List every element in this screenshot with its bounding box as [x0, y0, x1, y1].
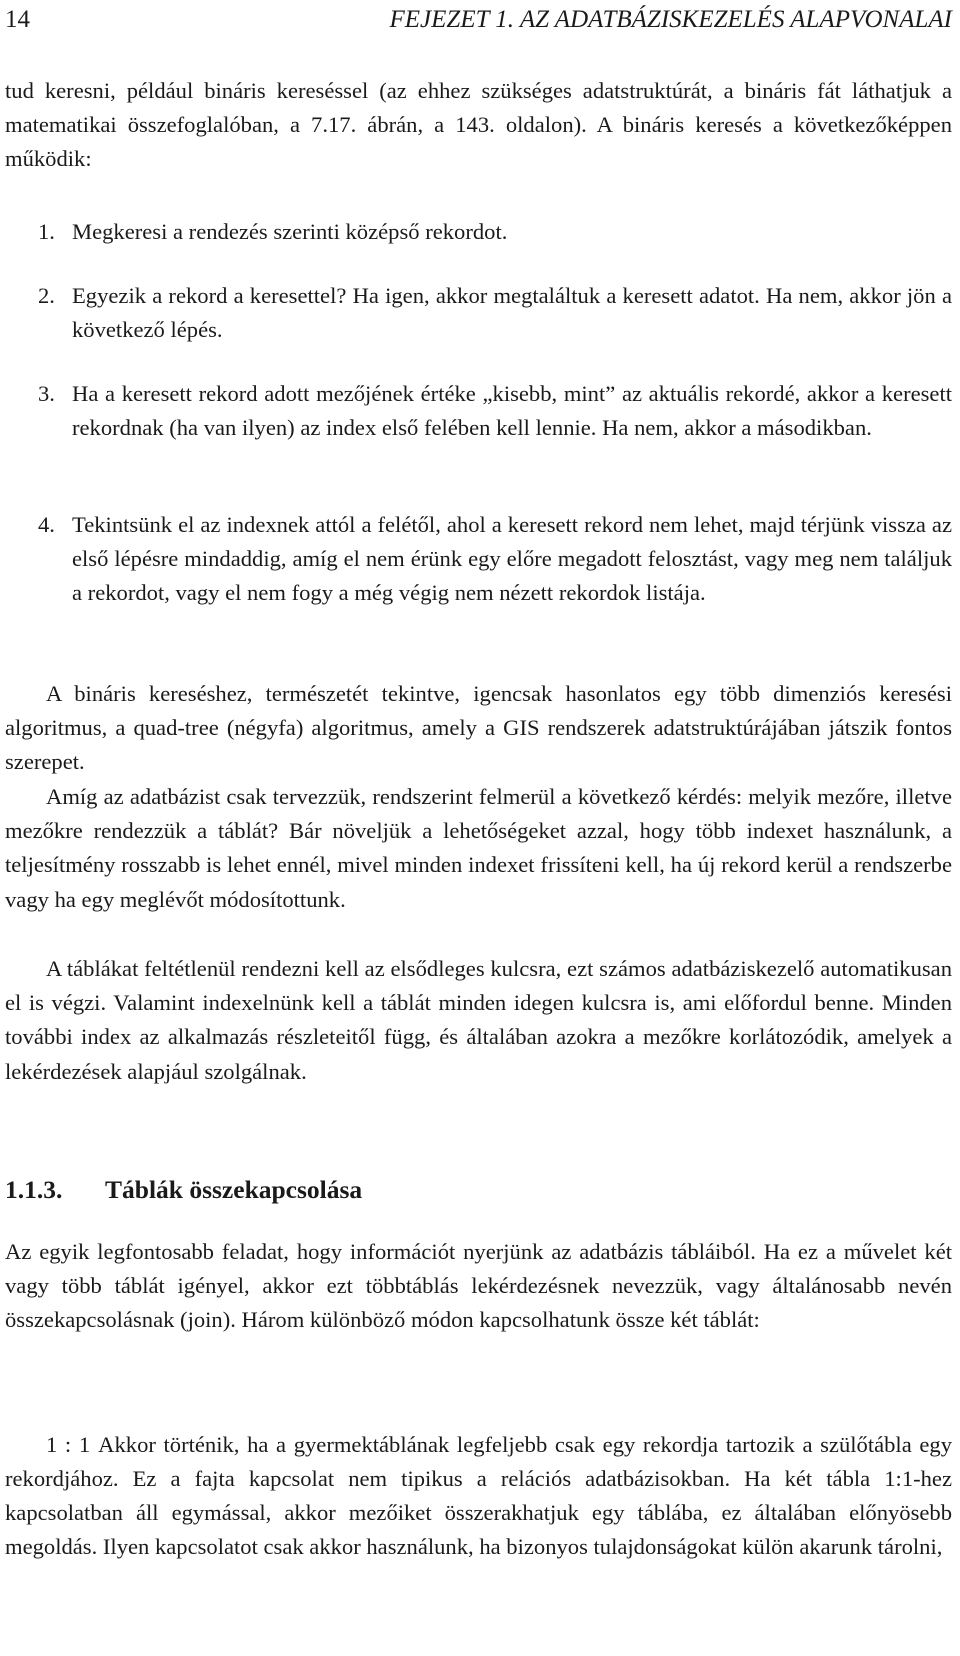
definition-text: Akkor történik, ha a gyermektáblának legfeljebb csak egy rekordja tartozik a szülőtábla egy rekordjához. Ez a fajta kapcsolat nem tipikus a relációs adatbázisokban. Ha két tábla 1:1-hez kapcsolatban áll egymással, akkor mezőiket összerakhatjuk egy táblába, ez általában előnyösebb megoldás. Ilyen kapcsolatot csak akkor használunk, ha bizonyos tulajdonságokat külön akarunk tárolni, [5, 1431, 952, 1560]
definition-term: 1 : 1 [46, 1431, 91, 1457]
list-item [5, 508, 952, 611]
list-item [5, 215, 952, 249]
list-item-marker: 2. [38, 283, 55, 308]
list-item-text: Ha a keresett rekord adott mezőjének értéke „kisebb, mint” az aktuális rekordé, akkor a keresett rekordnak (ha van ilyen) az index első felében kell lennie. Ha nem, akkor a másodikban. [72, 381, 952, 441]
definition-entry [5, 1428, 952, 1565]
body-paragraph: Amíg az adatbázist csak tervezzük, rendszerint felmerül a következő kérdés: melyik mezőre, illetve mezőkre rendezzük a táblát? Bár növeljük a lehetőségeket azzal, hogy több indexet használunk, a teljesítmény rosszabb is lehet ennél, mivel minden indexet frissíteni kell, ha új rekord kerül a rendszerbe vagy ha egy meglévőt módosítottunk. [5, 784, 952, 912]
page-number: 14 [5, 6, 30, 33]
list-item-marker: 4. [38, 512, 55, 537]
list-item [5, 279, 952, 347]
list-item-marker: 1. [38, 219, 55, 244]
section-title: Táblák összekapcsolása [105, 1175, 363, 1204]
section-paragraph: Az egyik legfontosabb feladat, hogy információt nyerjünk az adatbázis tábláiból. Ha ez a művelet két vagy több táblát igényel, akkor ezt többtáblás lekérdezésnek nevezzük, vagy általánosabb nevén összekapcsolásnak (join). Három különböző módon kapcsolhatunk össze két táblát: [5, 1239, 952, 1333]
list-item-text: Megkeresi a rendezés szerinti középső rekordot. [72, 219, 508, 244]
list-item-text: Egyezik a rekord a keresettel? Ha igen, akkor megtaláltuk a keresett adatot. Ha nem, akkor jön a következő lépés. [72, 283, 952, 343]
body-paragraph: A bináris kereséshez, természetét tekintve, igencsak hasonlatos egy több dimenziós keresési algoritmus, a quad-tree (négyfa) algoritmus, amely a GIS rendszerek adatstruktúrájában játszik fontos szerepet. [5, 681, 952, 775]
section-heading [5, 1172, 952, 1208]
intro-paragraph: tud keresni, például bináris kereséssel (az ehhez szükséges adatstruktúrát, a bináris fát láthatjuk a matematikai összefoglalóban, a 7.17. ábrán, a 143. oldalon). A bináris keresés a következőképpen működik: [5, 78, 952, 172]
list-item-marker: 3. [38, 381, 55, 406]
section-number: 1.1.3. [5, 1175, 63, 1204]
list-item [5, 377, 952, 445]
page-header [5, 2, 952, 38]
list-item-text: Tekintsünk el az indexnek attól a felétől, ahol a keresett rekord nem lehet, majd térjünk vissza az első lépésre mindaddig, amíg el nem érünk egy előre megadott felosztást, vagy meg nem találjuk a rekordot, vagy el nem fogy a még végig nem nézett rekordok listája. [72, 512, 952, 606]
chapter-title: FEJEZET 1. AZ ADATBÁZISKEZELÉS ALAPVONALAI [389, 6, 952, 33]
body-paragraph: A táblákat feltétlenül rendezni kell az elsődleges kulcsra, ezt számos adatbáziskezelő automatikusan el is végzi. Valamint indexelnünk kell a táblát minden idegen kulcsra is, ami előfordul benne. Minden további index az alkalmazás részleteitől függ, és általában azokra a mezőkre korlátozódik, amelyek a lekérdezések alapjául szolgálnak. [5, 956, 952, 1084]
